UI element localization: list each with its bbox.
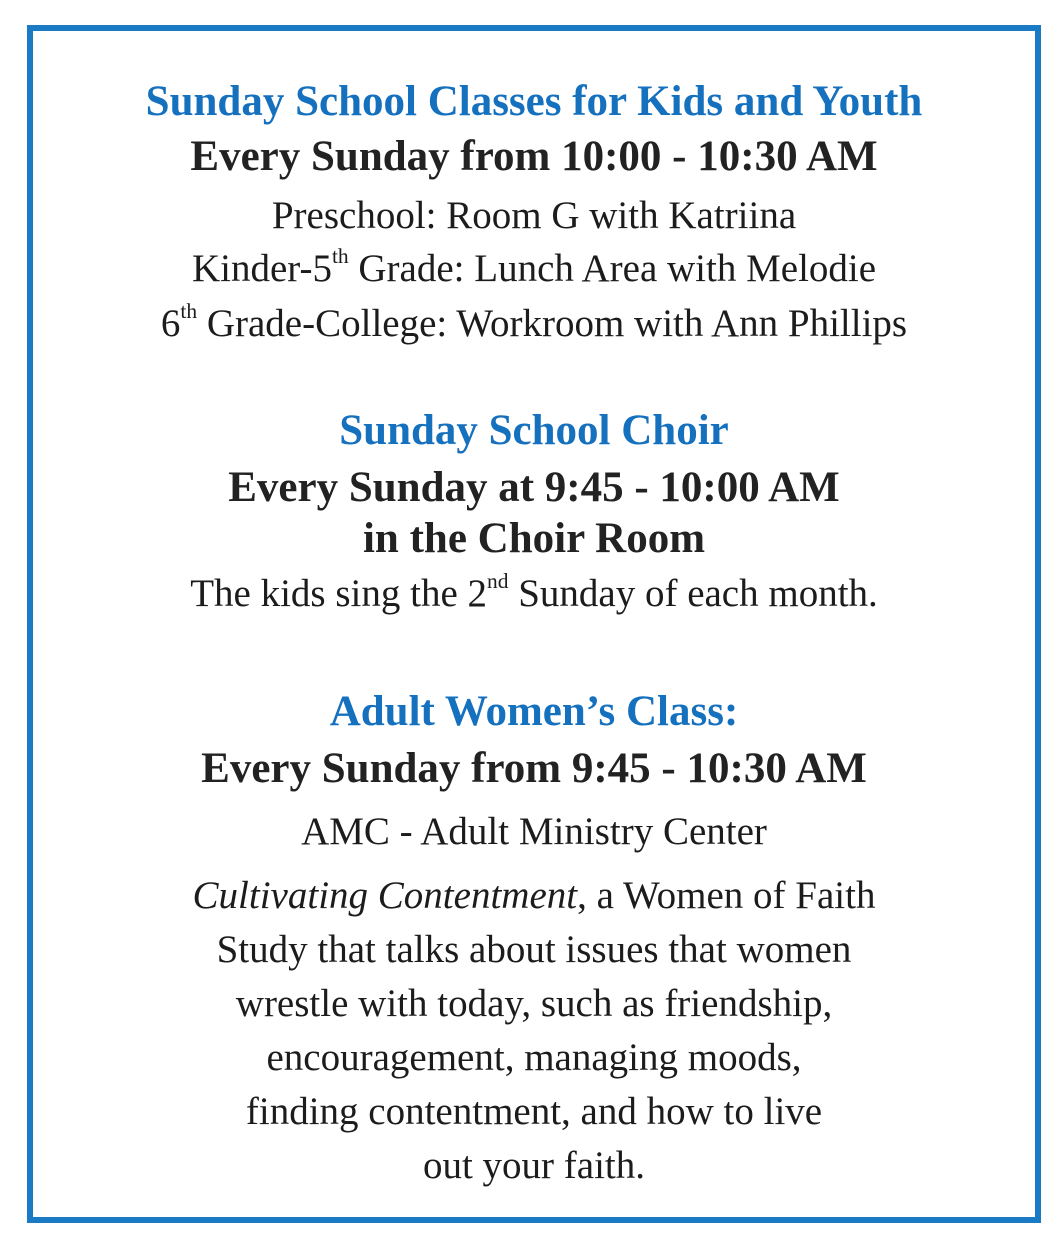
class-6th-sup: th: [180, 298, 198, 323]
description-line: out your faith.: [422, 1144, 646, 1187]
choir-note-text-a: The kids sing the 2: [190, 572, 488, 615]
women-class-location: AMC - Adult Ministry Center: [301, 810, 767, 853]
description-line: encouragement, managing moods,: [266, 1036, 802, 1079]
women-class-heading: Adult Women’s Class:: [329, 688, 739, 735]
choir-location: in the Choir Room: [362, 515, 706, 562]
class-6th-text-b: Grade-College: Workroom with Ann Phillips: [197, 302, 908, 345]
kids-youth-schedule: Every Sunday from 10:00 - 10:30 AM: [190, 133, 878, 180]
study-title: Cultivating Contentment: [192, 874, 578, 917]
class-preschool: [33, 196, 1035, 235]
description-line-1: , a Women of Faith: [577, 874, 876, 917]
description-line: Study that talks about issues that women: [216, 928, 852, 971]
women-class-schedule: Every Sunday from 9:45 - 10:30 AM: [201, 745, 867, 792]
class-kinder-text-a: Kinder-5: [191, 247, 332, 290]
women-class-description: [33, 876, 1035, 1185]
choir-section: [33, 409, 1035, 613]
class-kinder-sup: th: [331, 243, 349, 268]
class-6th-college: [33, 298, 1035, 345]
class-kinder-5th: [33, 243, 1035, 290]
description-line: finding contentment, and how to live: [245, 1090, 823, 1133]
kids-youth-heading: Sunday School Classes for Kids and Youth: [145, 78, 923, 125]
choir-note-sup: nd: [487, 568, 509, 593]
class-6th-text-a: 6: [160, 302, 181, 345]
flyer-frame: [27, 25, 1041, 1223]
women-class-section: [33, 690, 1035, 1185]
choir-note-text-b: Sunday of each month.: [508, 572, 878, 615]
choir-note: [33, 568, 1035, 615]
description-line: wrestle with today, such as friendship,: [235, 982, 833, 1025]
class-list: [33, 196, 1035, 343]
kids-youth-section: [33, 80, 1035, 343]
class-preschool-text: Preschool: Room G with Katriina: [271, 194, 797, 237]
choir-schedule: Every Sunday at 9:45 - 10:00 AM: [228, 464, 840, 511]
description-line: [33, 876, 1035, 915]
class-kinder-text-b: Grade: Lunch Area with Melodie: [348, 247, 877, 290]
choir-heading: Sunday School Choir: [339, 407, 729, 454]
